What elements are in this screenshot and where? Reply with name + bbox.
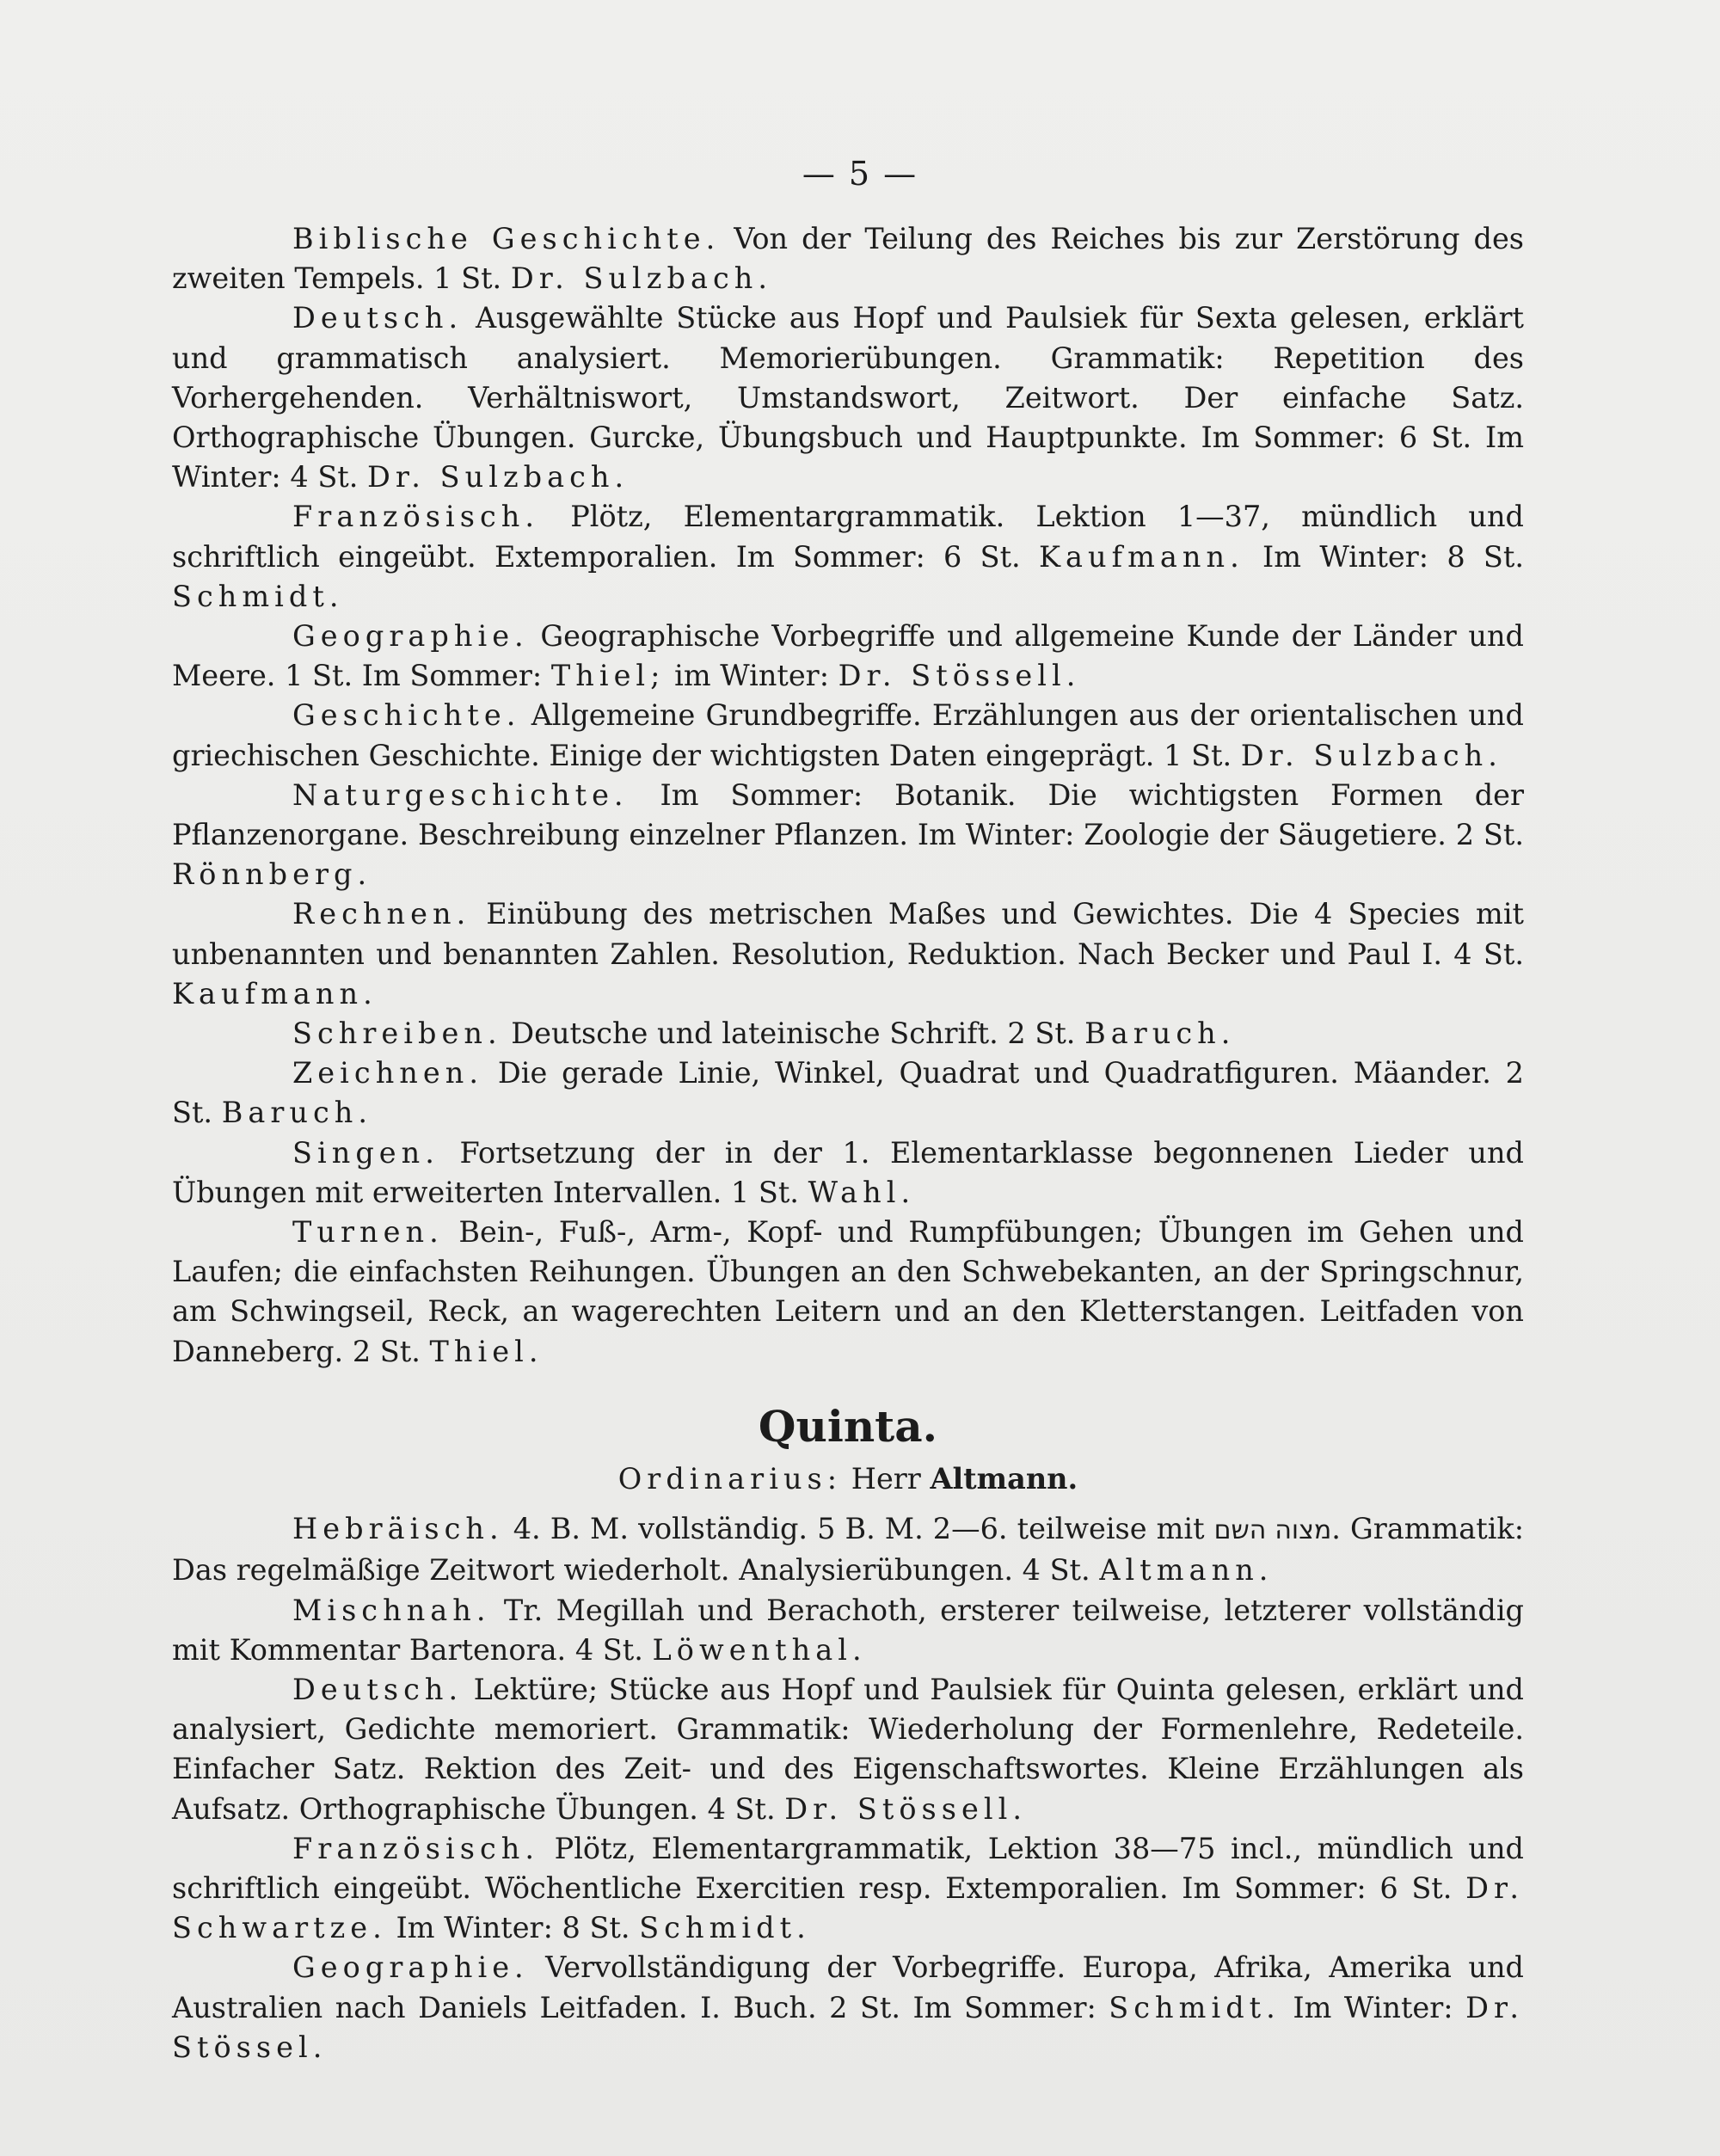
paragraph-französisch: Französisch. Plötz, Elementargrammatik. Lektion 1—37, mündlich und schriftlich eingeübt. Extemporalien. Im Sommer: 6 St. Kaufmann. Im Winter: 8 St. Schmidt. xyxy=(172,500,1524,613)
paragraph-zeichnen: Zeichnen. Die gerade Linie, Winkel, Quadrat und Quadratfiguren. Mäander. 2 St. Baruch. xyxy=(172,1056,1524,1130)
sexta-section xyxy=(172,219,1524,1372)
paragraph-rechnen: Rechnen. Einübung des metrischen Maßes und Gewichtes. Die 4 Species mit unbenannten und benannten Zahlen. Resolution, Reduktion. Nach Becker und Paul I. 4 St. Kaufmann. xyxy=(172,897,1524,1010)
paragraph-deutsch: Deutsch. Ausgewählte Stücke aus Hopf und Paulsiek für Sexta gelesen, erklärt und grammatisch analysiert. Memorierübungen. Grammatik: Repetition des Vorhergehenden. Verhältniswort, Umstandswort, Zeitwort. Der einfache Satz. Orthographische Übungen. Gurcke, Übungsbuch und Hauptpunkte. Im Sommer: 6 St. Im Winter: 4 St. Dr. Sulzbach. xyxy=(172,301,1524,494)
paragraph-geschichte: Geschichte. Allgemeine Grundbegriffe. Erzählungen aus der orientalischen und griechischen Geschichte. Einige der wichtigsten Daten eingeprägt. 1 St. Dr. Sulzbach. xyxy=(172,698,1524,772)
paragraph-naturgeschichte: Naturgeschichte. Im Sommer: Botanik. Die wichtigsten Formen der Pflanzenorgane. Beschreibung einzelner Pflanzen. Im Winter: Zoologie der Säugetiere. 2 St. Rönnberg. xyxy=(172,777,1524,892)
paragraph-geographie: Geographie. Vervollständigung der Vorbegriffe. Europa, Afrika, Amerika und Australien nach Daniels Leitfaden. I. Buch. 2 St. Im Sommer: Schmidt. Im Winter: Dr. Stössel. xyxy=(172,1950,1524,2064)
document-body xyxy=(172,219,1524,2067)
page-number: — 5 — xyxy=(802,155,918,193)
hebrew-phrase: מצוה השם xyxy=(1213,1515,1332,1546)
paragraph-deutsch: Deutsch. Lektüre; Stücke aus Hopf und Paulsiek für Quinta gelesen, erklärt und analysiert, Gedichte memoriert. Grammatik: Wiederholung der Formenlehre, Redeteile. Einfacher Satz. Rektion des Zeit- und des Eigenschaftswortes. Kleine Erzählungen als Aufsatz. Orthographische Übungen. 4 St. Dr. Stössell. xyxy=(172,1672,1524,1826)
ordinarius-line: Ordinarius: Herr Altmann. xyxy=(617,1461,1078,1496)
paragraph-geographie: Geographie. Geographische Vorbegriffe und allgemeine Kunde der Länder und Meere. 1 St. Im Sommer: Thiel; im Winter: Dr. Stössell. xyxy=(172,619,1524,693)
paragraph-singen: Singen. Fortsetzung der in der 1. Elementarklasse begonnenen Lieder und Übungen mit erweiterten Intervallen. 1 St. Wahl. xyxy=(172,1135,1524,1209)
paragraph-französisch: Französisch. Plötz, Elementargrammatik, Lektion 38—75 incl., mündlich und schriftlich eingeübt. Wöchentliche Exercitien resp. Extemporalien. Im Sommer: 6 St. Dr. Schwartze. Im Winter: 8 St. Schmidt. xyxy=(172,1831,1524,1945)
paragraph-schreiben: Schreiben. Deutsche und lateinische Schrift. 2 St. Baruch. xyxy=(292,1017,1236,1051)
paragraph-hebraeisch: Hebräisch. 4. B. M. vollständig. 5 B. M. 2—6. teilweise mit מצוה השם. Grammatik: Das regelmäßige Zeitwort wiederholt. Analysierübungen. 4 St. Altmann. xyxy=(172,1512,1524,1588)
section-heading-quinta: Quinta. xyxy=(758,1400,938,1452)
paragraph-biblischegeschichte: Biblische Geschichte. Von der Teilung des Reiches bis zur Zerstörung des zweiten Tempels. 1 St. Dr. Sulzbach. xyxy=(172,222,1524,296)
quinta-section xyxy=(172,1591,1524,2067)
paragraph-mischnah: Mischnah. Tr. Megillah und Berachoth, ersterer teilweise, letzterer vollständig mit Kommentar Bartenora. 4 St. Löwenthal. xyxy=(172,1593,1524,1667)
paragraph-turnen: Turnen. Bein-, Fuß-, Arm-, Kopf- und Rumpfübungen; Übungen im Gehen und Laufen; die einfachsten Reihungen. Übungen an den Schwebekanten, an der Springschnur, am Schwingseil, Reck, an wagerechten Leitern und an den Kletterstangen. Leitfaden von Danneberg. 2 St. Thiel. xyxy=(172,1215,1524,1368)
